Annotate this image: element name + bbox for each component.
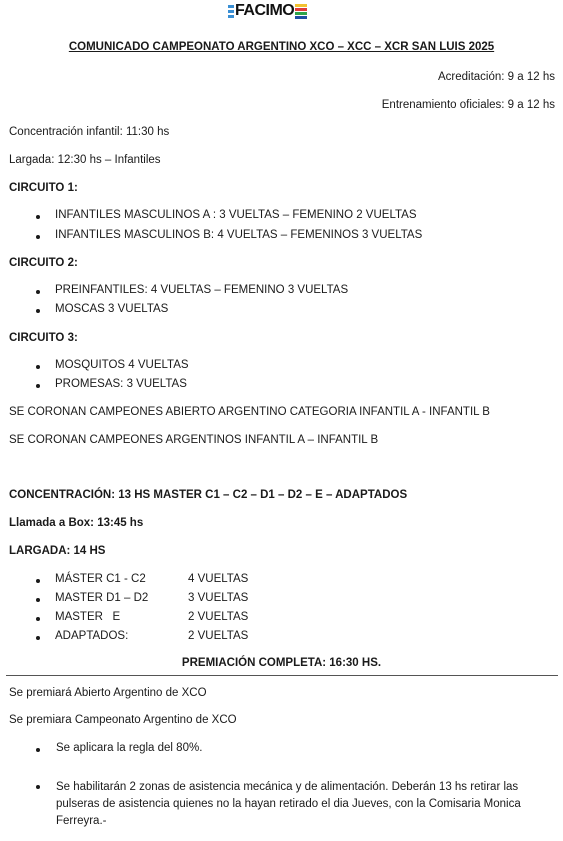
page-title: COMUNICADO CAMPEONATO ARGENTINO XCO – XCC – XCR SAN LUIS 2025	[68, 41, 495, 53]
bullet-icon	[36, 384, 40, 388]
bullet-icon	[36, 785, 40, 789]
logo-bar	[228, 10, 234, 13]
campeones-argentinos: SE CORONAN CAMPEONES ARGENTINOS INFANTIL A – INFANTIL B	[9, 434, 379, 446]
list-item: INFANTILES MASCULINOS A : 3 VUELTAS – FEMENINO 2 VUELTAS	[55, 209, 417, 221]
llamada-box: Llamada a Box: 13:45 hs	[9, 517, 144, 529]
logo-stripe	[295, 8, 307, 11]
logo-bar	[228, 5, 234, 8]
list-item: PROMESAS: 3 VUELTAS	[55, 378, 187, 390]
acreditacion-text: Acreditación: 9 a 12 hs	[438, 71, 555, 83]
bullet-icon	[36, 598, 40, 602]
campeones-abierto: SE CORONAN CAMPEONES ABIERTO ARGENTINO CATEGORIA INFANTIL A - INFANTIL B	[9, 406, 490, 418]
largada-infantil: Largada: 12:30 hs – Infantiles	[9, 154, 161, 166]
list-item: PREINFANTILES: 4 VUELTAS – FEMENINO 3 VUELTAS	[55, 284, 349, 296]
largada-master: LARGADA: 14 HS	[9, 545, 106, 557]
category-laps: 2 VUELTAS	[188, 630, 249, 642]
divider	[6, 675, 558, 676]
circuito-1-heading: CIRCUITO 1:	[9, 182, 78, 194]
premiacion-line-2: Se premiara Campeonato Argentino de XCO	[9, 714, 237, 726]
list-item: MOSQUITOS 4 VUELTAS	[55, 359, 189, 371]
bullet-icon	[36, 748, 40, 752]
circuito-3-heading: CIRCUITO 3:	[9, 332, 78, 344]
concentracion-master: CONCENTRACIÓN: 13 HS MASTER C1 – C2 – D1 – D2 – E – ADAPTADOS	[9, 489, 408, 501]
logo-stripe	[295, 4, 307, 7]
bullet-icon	[36, 365, 40, 369]
logo-text: FACIMO	[235, 2, 295, 19]
category-name: MASTER D1 – D2	[55, 592, 149, 604]
regla-80: Se aplicara la regla del 80%.	[56, 742, 203, 754]
category-name: ADAPTADOS:	[55, 630, 129, 642]
bullet-icon	[36, 636, 40, 640]
category-laps: 4 VUELTAS	[188, 573, 249, 585]
list-item: INFANTILES MASCULINOS B: 4 VUELTAS – FEMENINOS 3 VUELTAS	[55, 229, 423, 241]
asistencia-paragraph: Se habilitarán 2 zonas de asistencia mecánica y de alimentación. Deberán 13 hs retirar las pulseras de asistencia quienes no la hayan retirado el dia Jueves, con la Comisaria Monica Ferreyra.-	[56, 781, 521, 827]
bullet-icon	[36, 309, 40, 313]
list-item: MOSCAS 3 VUELTAS	[55, 303, 169, 315]
premiacion-line-1: Se premiará Abierto Argentino de XCO	[9, 687, 207, 699]
logo-flag-left	[228, 5, 234, 18]
logo-stripes-right	[295, 4, 307, 19]
logo-stripe	[295, 16, 307, 19]
logo-stripe	[295, 12, 307, 15]
bullet-icon	[36, 579, 40, 583]
bullet-icon	[36, 617, 40, 621]
circuito-2-heading: CIRCUITO 2:	[9, 257, 78, 269]
premiacion-heading: PREMIACIÓN COMPLETA: 16:30 HS.	[181, 657, 382, 669]
bullet-icon	[36, 235, 40, 239]
bullet-icon	[36, 215, 40, 219]
bullet-icon	[36, 290, 40, 294]
category-laps: 3 VUELTAS	[188, 592, 249, 604]
entrenamiento-text: Entrenamiento oficiales: 9 a 12 hs	[381, 99, 555, 111]
category-name: MÁSTER C1 - C2	[55, 573, 146, 585]
category-name: MASTER E	[55, 611, 121, 623]
category-laps: 2 VUELTAS	[188, 611, 249, 623]
logo-bar	[228, 15, 234, 18]
facimo-logo	[228, 3, 307, 19]
concentracion-infantil: Concentración infantil: 11:30 hs	[9, 126, 170, 138]
